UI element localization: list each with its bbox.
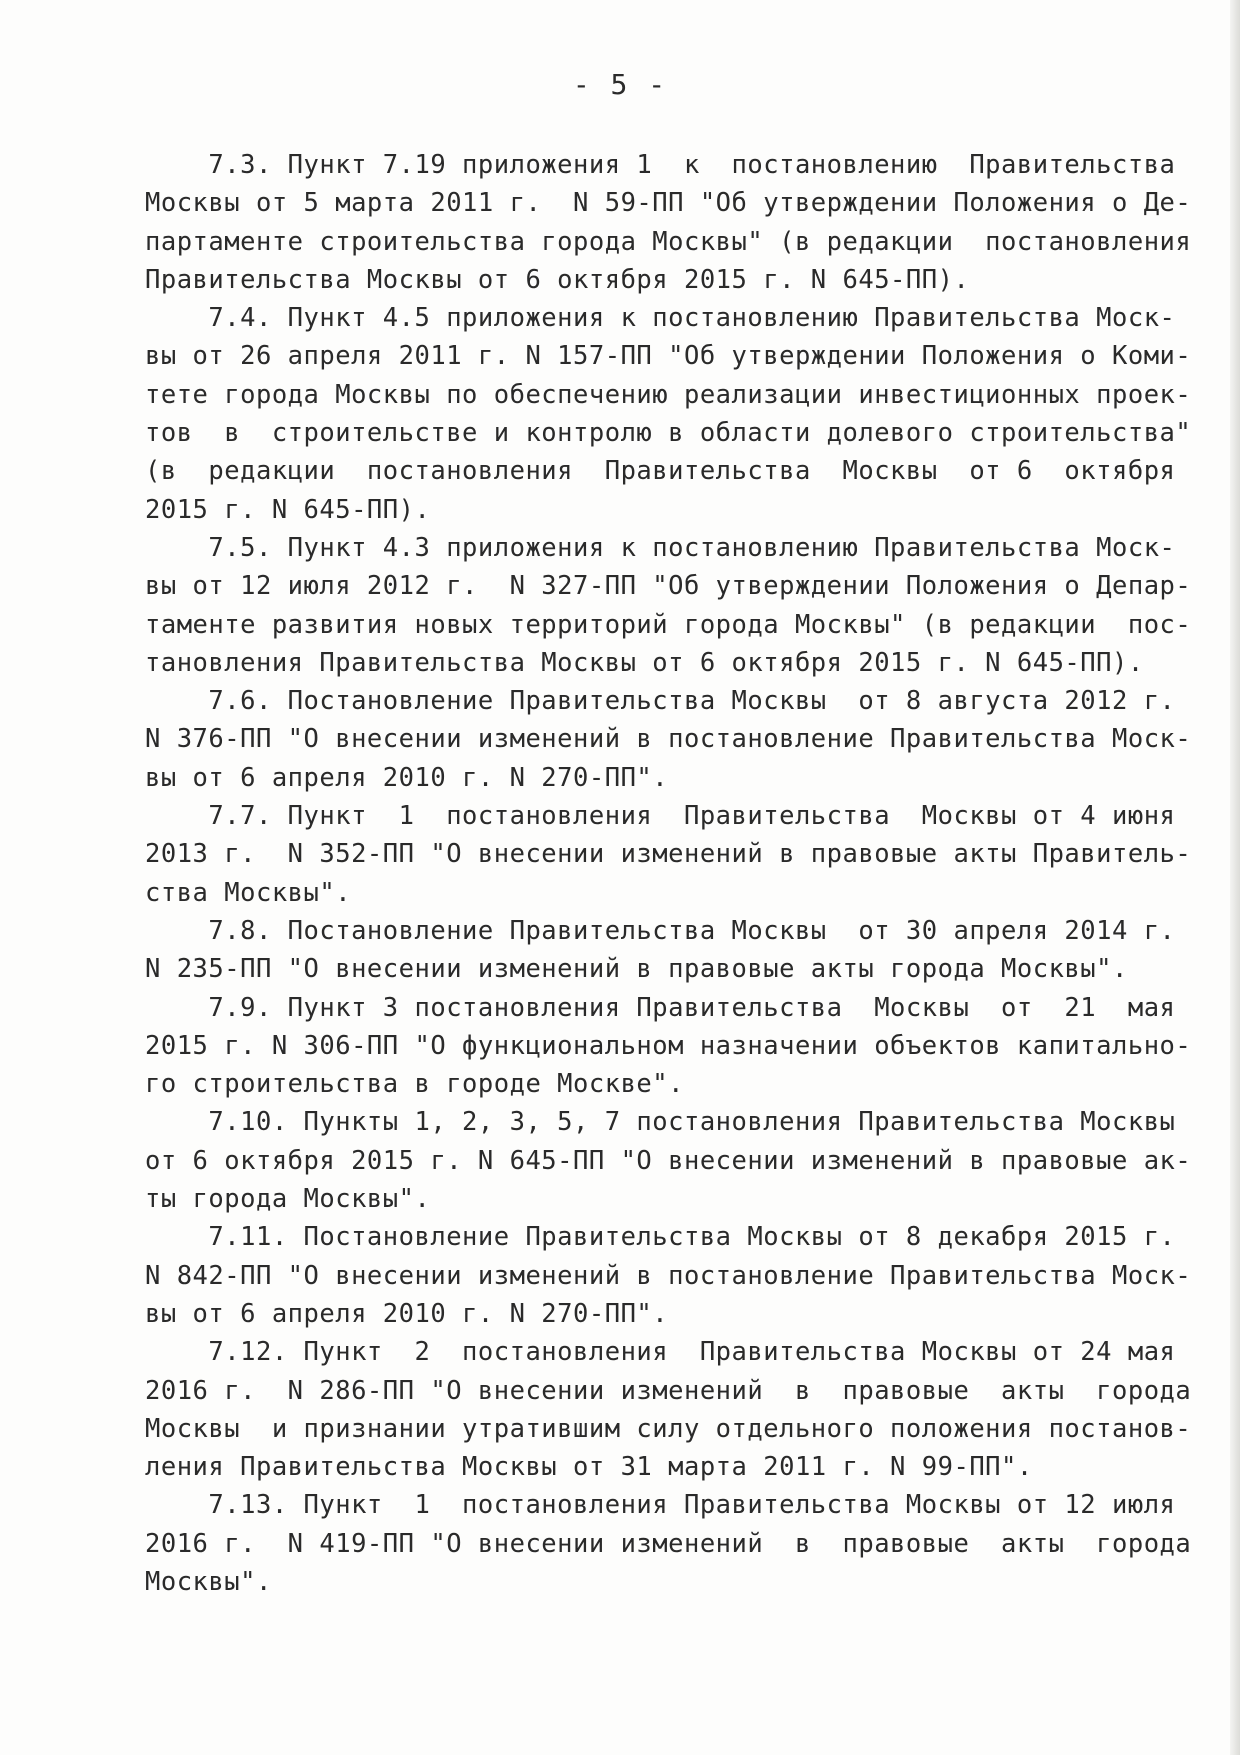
text-line: 7.5. Пункт 4.3 приложения к постановлению Правительства Моск-: [145, 532, 1176, 563]
text-line: 2016 г. N 419-ПП "О внесении изменений в правовые акты города: [145, 1528, 1192, 1559]
text-line: Москвы от 5 марта 2011 г. N 59-ПП "Об утверждении Положения о Де-: [145, 188, 1192, 219]
text-line: ты города Москвы".: [145, 1184, 431, 1215]
text-line: 2016 г. N 286-ПП "О внесении изменений в правовые акты города: [145, 1375, 1192, 1406]
text-line: тановления Правительства Москвы от 6 октября 2015 г. N 645-ПП).: [145, 647, 1144, 678]
text-line: 7.3. Пункт 7.19 приложения 1 к постановлению Правительства: [145, 150, 1176, 180]
text-line: вы от 12 июля 2012 г. N 327-ПП "Об утверждении Положения о Депар-: [145, 571, 1192, 602]
text-line: 2013 г. N 352-ПП "О внесении изменений в правовые акты Правитель-: [145, 839, 1192, 870]
text-line: таменте развития новых территорий города Москвы" (в редакции пос-: [145, 609, 1192, 640]
text-line: Правительства Москвы от 6 октября 2015 г. N 645-ПП).: [145, 264, 970, 295]
text-line: N 376-ПП "О внесении изменений в постановление Правительства Моск-: [145, 724, 1192, 755]
text-line: 7.9. Пункт 3 постановления Правительства Москвы от 21 мая: [145, 992, 1176, 1023]
text-line: N 235-ПП "О внесении изменений в правовые акты города Москвы".: [145, 954, 1128, 985]
text-line: вы от 6 апреля 2010 г. N 270-ПП".: [145, 762, 669, 793]
text-line: Москвы и признании утратившим силу отдельного положения постанов-: [145, 1413, 1192, 1444]
text-line: партаменте строительства города Москвы" (в редакции постановления: [145, 226, 1192, 257]
text-line: 2015 г. N 645-ПП).: [145, 494, 431, 525]
text-line: Москвы".: [145, 1566, 272, 1597]
text-line: 7.11. Постановление Правительства Москвы от 8 декабря 2015 г.: [145, 1222, 1176, 1253]
text-line: 7.4. Пункт 4.5 приложения к постановлению Правительства Моск-: [145, 303, 1176, 334]
text-line: (в редакции постановления Правительства Москвы от 6 октября: [145, 456, 1176, 487]
text-line: от 6 октября 2015 г. N 645-ПП "О внесении изменений в правовые ак-: [145, 1145, 1192, 1176]
text-line: N 842-ПП "О внесении изменений в постановление Правительства Моск-: [145, 1260, 1192, 1291]
page-number: - 5 -: [572, 68, 668, 101]
text-line: тете города Москвы по обеспечению реализации инвестиционных проек-: [145, 379, 1192, 410]
text-line: тов в строительстве и контролю в области долевого строительства": [145, 418, 1192, 449]
text-line: ления Правительства Москвы от 31 марта 2011 г. N 99-ПП".: [145, 1452, 1033, 1483]
text-line: го строительства в городе Москве".: [145, 1069, 684, 1100]
text-line: вы от 26 апреля 2011 г. N 157-ПП "Об утверждении Положения о Коми-: [145, 341, 1192, 372]
page-edge: [1230, 0, 1240, 1755]
text-line: 7.10. Пункты 1, 2, 3, 5, 7 постановления Правительства Москвы: [145, 1107, 1176, 1138]
text-line: 2015 г. N 306-ПП "О функциональном назначении объектов капитально-: [145, 1030, 1192, 1061]
document-body: [145, 146, 1192, 1601]
text-line: ства Москвы".: [145, 877, 352, 908]
text-line: 7.6. Постановление Правительства Москвы от 8 августа 2012 г.: [145, 686, 1176, 717]
text-line: 7.12. Пункт 2 постановления Правительства Москвы от 24 мая: [145, 1337, 1176, 1368]
text-line: 7.13. Пункт 1 постановления Правительства Москвы от 12 июля: [145, 1490, 1176, 1521]
text-line: 7.8. Постановление Правительства Москвы от 30 апреля 2014 г.: [145, 915, 1176, 946]
text-line: вы от 6 апреля 2010 г. N 270-ПП".: [145, 1298, 669, 1329]
text-line: 7.7. Пункт 1 постановления Правительства Москвы от 4 июня: [145, 801, 1176, 832]
